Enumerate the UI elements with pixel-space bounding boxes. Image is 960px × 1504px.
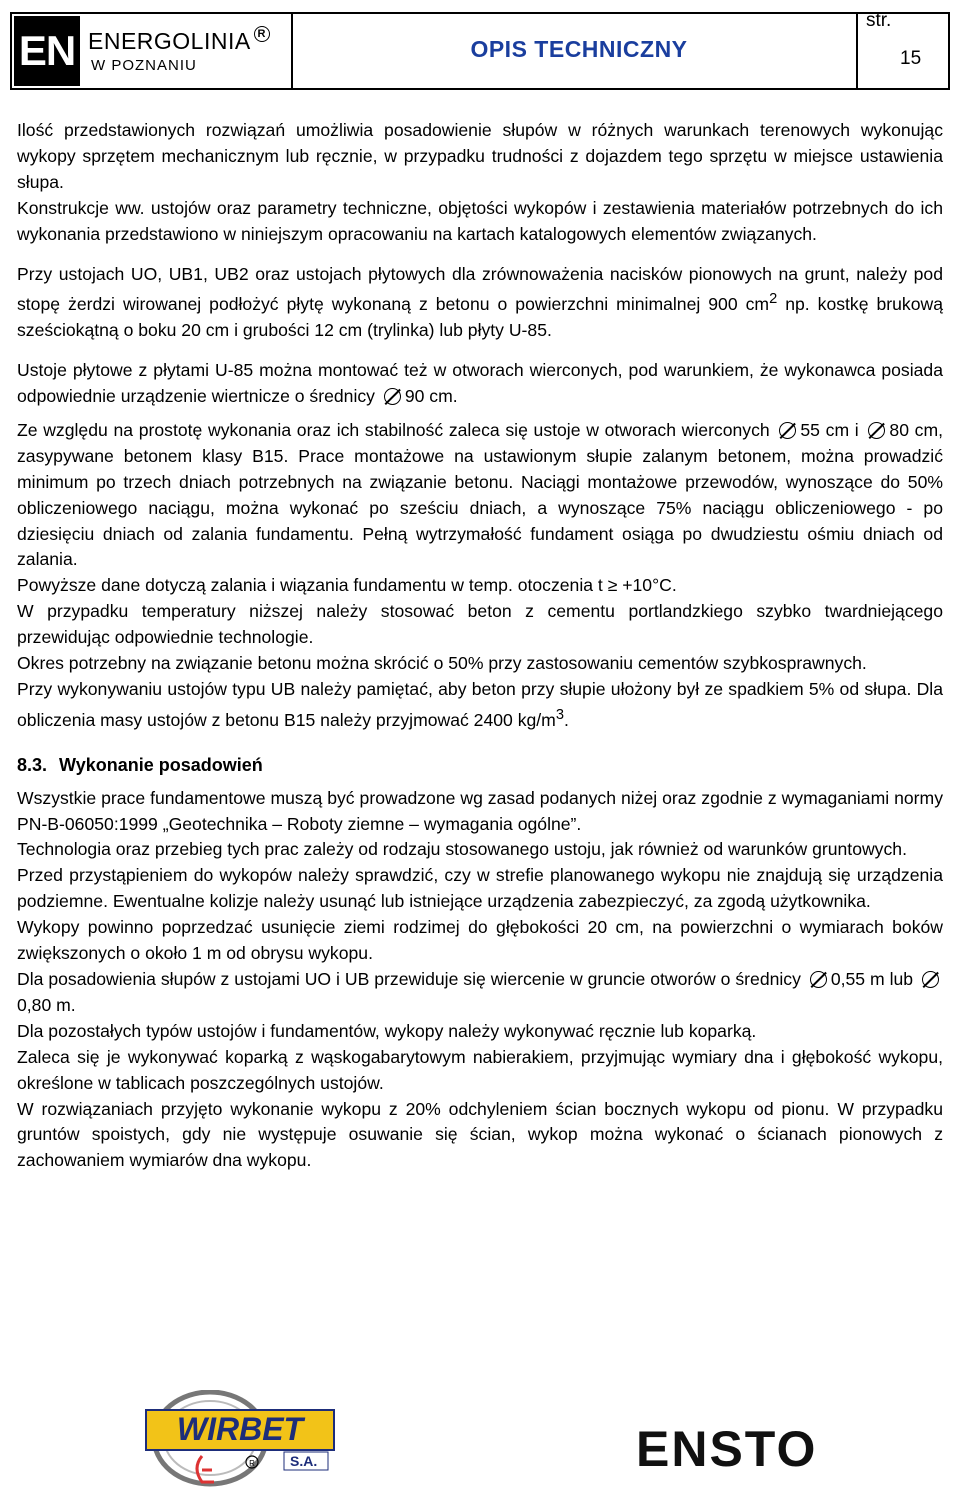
page-header (10, 12, 950, 90)
paragraph: Wykopy powinno poprzedzać usunięcie ziemi rodzimej do głębokości 20 cm, na powierzchni o wymiarach boków zwiększonych o około 1 m od obrysu wykopu. (17, 917, 943, 964)
wirbet-suffix: S.A. (290, 1453, 318, 1469)
diameter-icon (922, 971, 939, 988)
paragraph: W przypadku temperatury niższej należy stosować beton z cementu portlandzkiego szybko twardniejącego przewidując odpowiednie technologie. (17, 601, 943, 648)
paragraph: Technologia oraz przebieg tych prac zależy od rodzaju stosowanego ustoju, jak również od warunków gruntowych. (17, 839, 907, 860)
wirbet-logo (140, 1390, 340, 1494)
document-title: OPIS TECHNICZNY (470, 36, 688, 62)
paragraph: Okres potrzebny na związanie betonu można skrócić o 50% przy zastosowaniu cementów szybkosprawnych. (17, 653, 867, 674)
logo-text: EN (18, 27, 76, 74)
paragraph: Przy ustojach UO, UB1, UB2 oraz ustojach płytowych dla zrównoważenia nacisków pionowych na grunt, należy pod stopę żerdzi wirowanej podłożyć płytę wykonaną z betonu o powierzchni minimalnej 900 $cm^2$ np. kostkę brukową sześciokątną o boku 20 cm i grubości 12 cm (trylinka) lub płyty U-85. (17, 263, 943, 341)
page-number: 15 (900, 48, 922, 69)
page-label: str. (866, 10, 892, 31)
paragraph: Przed przystąpieniem do wykopów należy sprawdzić, czy w strefie planowanego wykopu nie znajdują się urządzenia podziemne. Ewentualne kolizje należy usunąć lub istniejące urządzenia zabezpieczyć, za zgodą użytkownika. (17, 865, 943, 912)
header-divider (856, 14, 858, 88)
company-block (88, 28, 270, 74)
paragraph: Ze względu na prostotę wykonania oraz ich stabilność zaleca się ustoje w otworach wierconych 55 cm i 80 cm, zasypywane betonem klasy B15. Prace montażowe na ustawionym słupie zalanym betonem, można prowadzić minimum po trzech dniach potrzebnych na związanie betonu. Naciągi montażowe przewodów, wynoszące do 50% obliczeniowego naciągu, można wykonać po sześciu dniach, a wynoszące 75% naciągu obliczeniowego - po dziesięciu dniach od zalania fundamentu. Pełną wytrzymałość fundament osiąga po dwudziestu ośmiu dniach od zalania. (17, 419, 944, 570)
company-name: ENERGOLINIA (88, 28, 251, 54)
header-divider (291, 14, 293, 88)
registered-mark-icon: R (254, 26, 270, 42)
paragraph: Ilość przedstawionych rozwiązań umożliwia posadowienie słupów w różnych warunkach terenowych wykonując wykopy sprzętem mechanicznym lub ręcznie, w przypadku trudności z dojazdem tego sprzętu w miejsce ustawienia słupa. (17, 120, 943, 192)
document-body (17, 118, 943, 1174)
section-number: 8.3. (17, 754, 48, 775)
company-city: W POZNANIU (91, 57, 197, 74)
energolinia-logo (14, 16, 80, 86)
paragraph: W rozwiązaniach przyjęto wykonanie wykopu z 20% odchyleniem ścian bocznych wykopu od pionu. W przypadku gruntów spoistych, gdy nie występuje osuwanie się ścian, wykop można wykonać o ścianach pionowych z zachowaniem wymiarów dna wykopu. (17, 1098, 943, 1171)
diameter-icon (779, 422, 796, 439)
paragraph: Powyższe dane dotyczą zalania i wiązania fundamentu w temp. otoczenia t ≥ +10°C. (17, 575, 677, 596)
section-heading (17, 752, 943, 778)
ensto-logo: ENSTO (636, 1421, 818, 1477)
paragraph: Przy wykonywaniu ustojów typu UB należy pamiętać, aby beton przy słupie ułożony był ze spadkiem 5% od słupa. Dla obliczenia masy ustojów z betonu B15 należy przyjmować 2400 $kg/m^3$. (17, 678, 943, 730)
diameter-icon (810, 971, 827, 988)
superscript: 2 (769, 291, 778, 308)
paragraph: Dla posadowienia słupów z ustojami UO i UB przewiduje się wiercenie w gruncie otworów o średnicy 0,55 m lub 0,80 m. (17, 967, 943, 1019)
svg-text:R: R (249, 1459, 255, 1468)
paragraph: Wszystkie prace fundamentowe muszą być prowadzone wg zasad podanych niżej oraz zgodnie z wymaganiami normy PN-B-06050:1999 „Geotechnika – Roboty ziemne – wymagania ogólne”. (17, 787, 943, 834)
superscript: 3 (555, 706, 564, 723)
wirbet-text: WIRBET (176, 1411, 304, 1447)
paragraph: Ustoje płytowe z płytami U-85 można montować też w otworach wierconych, pod warunkiem, że wykonawca posiada odpowiednie urządzenie wiertnicze o średnicy 90 cm. (17, 360, 943, 407)
paragraph: Konstrukcje ww. ustojów oraz parametry techniczne, objętości wykopów i zestawienia materiałów potrzebnych do ich wykonania przedstawiono w niniejszym opracowaniu na kartach katalogowych elementów związanych. (17, 197, 943, 244)
diameter-icon (384, 388, 401, 405)
paragraph: Zaleca się je wykonywać koparką z wąskogabarytowym nabierakiem, przyjmując wymiary dna i głębokość wykopu, określone w tablicach poszczególnych ustojów. (17, 1046, 943, 1093)
section-title: Wykonanie posadowień (59, 754, 263, 775)
paragraph: Dla pozostałych typów ustojów i fundamentów, wykopy należy wykonywać ręcznie lub koparką. (17, 1020, 757, 1041)
diameter-icon (868, 422, 885, 439)
